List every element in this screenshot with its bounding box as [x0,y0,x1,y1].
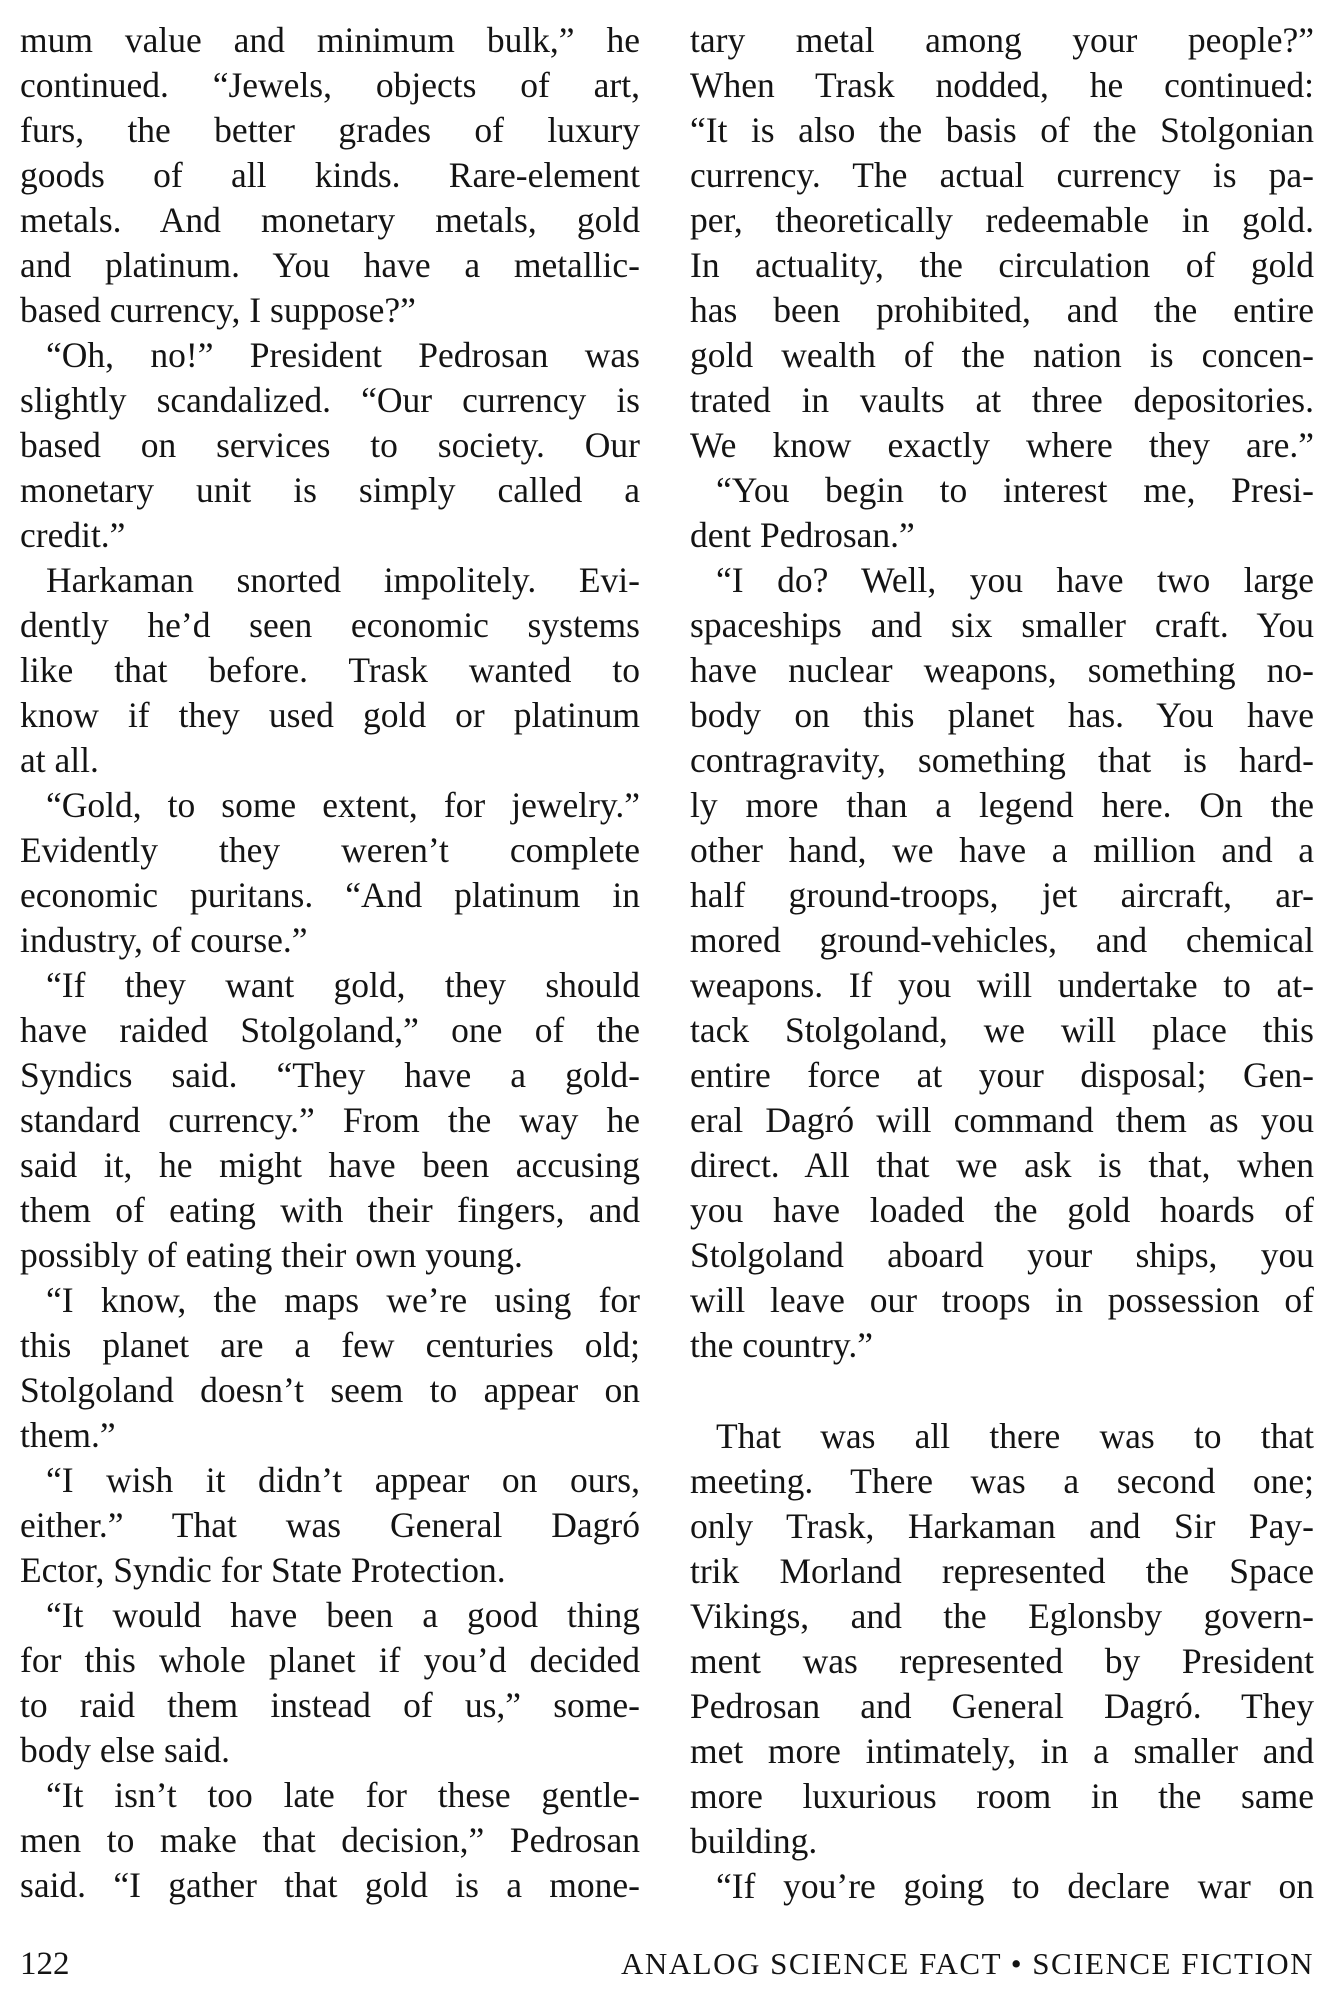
text-line: you have loaded the gold hoards of [690,1190,1314,1230]
text-line: eral Dagró will command them as you [690,1100,1314,1140]
text-line: “It is also the basis of the Stolgonian [690,110,1314,150]
text-line: “You begin to interest me, Presi- [716,470,1314,510]
text-line: only Trask, Harkaman and Sir Pay- [690,1506,1314,1546]
text-line: met more intimately, in a smaller and [690,1731,1314,1771]
text-line: In actuality, the circulation of gold [690,245,1314,285]
text-line: for this whole planet if you’d decided [20,1640,640,1680]
text-line: “I do? Well, you have two large [716,560,1314,600]
text-line: will leave our troops in possession of [690,1280,1314,1320]
text-line: “It isn’t too late for these gentle- [46,1775,640,1815]
text-line: has been prohibited, and the entire [690,290,1314,330]
text-line: like that before. Trask wanted to [20,650,640,690]
text-line: “If they want gold, they should [46,965,640,1005]
running-head: ANALOG SCIENCE FACT • SCIENCE FICTION [621,1946,1314,1981]
text-line: either.” That was General Dagró [20,1505,640,1545]
right-text-column [690,18,1314,1909]
text-line: monetary unit is simply called a [20,470,640,510]
text-line: slightly scandalized. “Our currency is [20,380,640,420]
text-line: Ector, Syndic for State Protection. [20,1550,506,1590]
text-line: weapons. If you will undertake to at- [690,965,1314,1005]
text-line: tack Stolgoland, we will place this [690,1010,1314,1050]
text-line: spaceships and six smaller craft. You [690,605,1314,645]
text-line: “If you’re going to declare war on [716,1866,1314,1906]
text-line: gold wealth of the nation is concen- [690,335,1314,375]
text-line: ly more than a legend here. On the [690,785,1314,825]
text-line: half ground-troops, jet aircraft, ar- [690,875,1314,915]
text-line: Evidently they weren’t complete [20,830,640,870]
text-line: this planet are a few centuries old; [20,1325,640,1365]
text-line: the country.” [690,1325,874,1365]
text-line: other hand, we have a million and a [690,830,1314,870]
section-break [690,1368,1314,1414]
text-line: metals. And monetary metals, gold [20,200,640,240]
text-line: have raided Stolgoland,” one of the [20,1010,640,1050]
text-line: trated in vaults at three depositories. [690,380,1314,420]
text-line: economic puritans. “And platinum in [20,875,640,915]
text-line: “I know, the maps we’re using for [46,1280,640,1320]
page-footer [20,1942,1314,1986]
text-line: furs, the better grades of luxury [20,110,640,150]
text-line: industry, of course.” [20,920,308,960]
text-line: Vikings, and the Eglonsby govern- [690,1596,1314,1636]
text-line: building. [690,1821,818,1861]
text-line: mum value and minimum bulk,” he [20,20,640,60]
text-line: standard currency.” From the way he [20,1100,640,1140]
text-line: Stolgoland doesn’t seem to appear on [20,1370,640,1410]
text-line: possibly of eating their own young. [20,1235,523,1275]
text-line: We know exactly where they are.” [690,425,1314,465]
text-line: mored ground-vehicles, and chemical [690,920,1314,960]
text-line: based currency, I suppose?” [20,290,416,330]
text-line: at all. [20,740,99,780]
text-line: Pedrosan and General Dagró. They [690,1686,1314,1726]
text-line: direct. All that we ask is that, when [690,1145,1314,1185]
text-line: and platinum. You have a metallic- [20,245,640,285]
text-line: dently he’d seen economic systems [20,605,640,645]
text-line: ment was represented by President [690,1641,1314,1681]
text-line: said it, he might have been accusing [20,1145,640,1185]
text-line: them of eating with their fingers, and [20,1190,640,1230]
left-text-column [20,18,640,1908]
page-number: 122 [20,1946,70,1982]
text-line: men to make that decision,” Pedrosan [20,1820,640,1860]
text-line: credit.” [20,515,126,555]
text-line: meeting. There was a second one; [690,1461,1314,1501]
text-line: them.” [20,1415,116,1455]
text-line: entire force at your disposal; Gen- [690,1055,1314,1095]
text-line: currency. The actual currency is pa- [690,155,1314,195]
text-line: to raid them instead of us,” some- [20,1685,640,1725]
text-line: “Oh, no!” President Pedrosan was [46,335,640,375]
text-line: That was all there was to that [716,1416,1314,1456]
text-line: When Trask nodded, he continued: [690,65,1314,105]
text-line: body else said. [20,1730,231,1770]
text-line: dent Pedrosan.” [690,515,915,555]
text-line: said. “I gather that gold is a mone- [20,1865,640,1905]
text-line: tary metal among your people?” [690,20,1314,60]
text-line: continued. “Jewels, objects of art, [20,65,640,105]
text-line: goods of all kinds. Rare-element [20,155,640,195]
text-line: body on this planet has. You have [690,695,1314,735]
text-line: per, theoretically redeemable in gold. [690,200,1314,240]
text-line: know if they used gold or platinum [20,695,640,735]
text-line: have nuclear weapons, something no- [690,650,1314,690]
text-line: “I wish it didn’t appear on ours, [46,1460,640,1500]
text-line: contragravity, something that is hard- [690,740,1314,780]
text-line: Stolgoland aboard your ships, you [690,1235,1314,1275]
text-line: Syndics said. “They have a gold- [20,1055,640,1095]
text-line: based on services to society. Our [20,425,640,465]
text-line: more luxurious room in the same [690,1776,1314,1816]
text-line: “Gold, to some extent, for jewelry.” [46,785,640,825]
text-line: “It would have been a good thing [46,1595,640,1635]
text-line: trik Morland represented the Space [690,1551,1314,1591]
text-line: Harkaman snorted impolitely. Evi- [46,560,640,600]
